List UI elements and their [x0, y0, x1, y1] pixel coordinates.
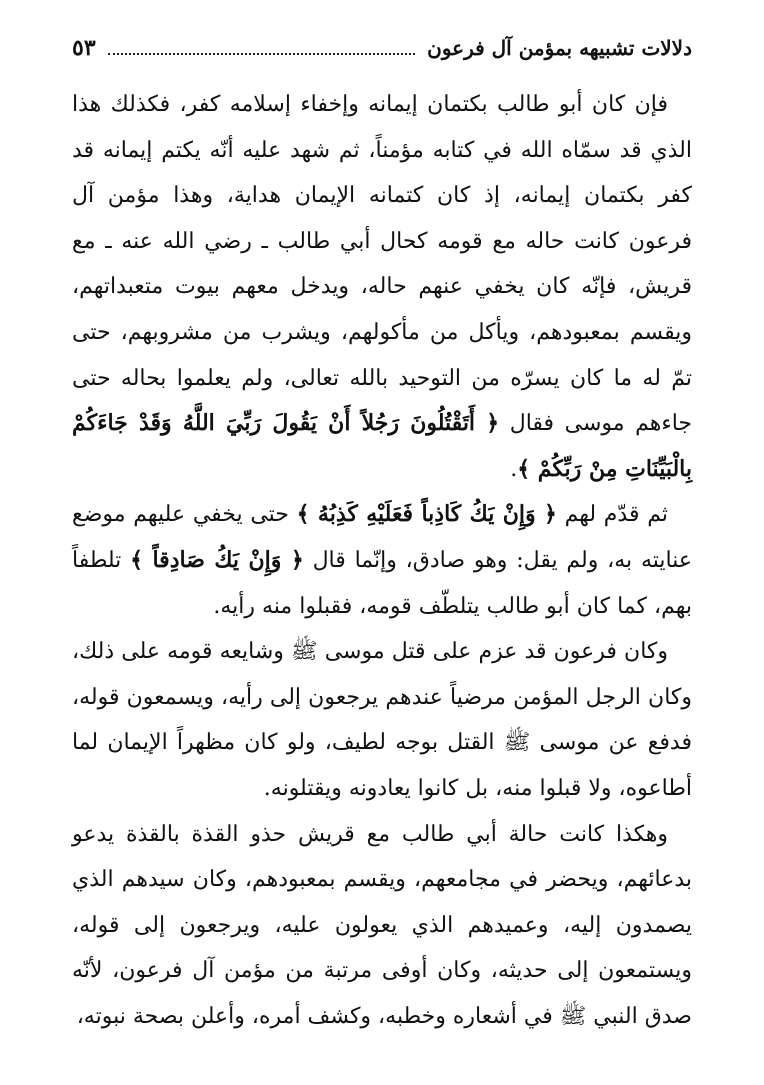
body-text	[72, 82, 692, 1039]
running-title: دلالات تشبيهه بمؤمن آل فرعون	[427, 36, 692, 60]
paragraph	[72, 629, 692, 811]
text-run: تلطفاً بهم، كما كان أبو طالب يتلطّف قومه، فقبلوا منه رأيه.	[72, 547, 692, 619]
running-header	[72, 28, 692, 68]
text-run: وهكذا كانت حالة أبي طالب مع قريش حذو القذة بالقذة يدعو بدعائهم، ويحضر في مجامعهم، ويقسم بمعبودهم، وكان سيدهم الذي يصمدون إليه، وعميدهم الذي يعولون عليه، ويرجعون إلى قوله، ويستمعون إلى حديثه، وكان أوفى مرتبة من مؤمن آل فرعون، لأنّه صدق النبي ﷺ في أشعاره وخطبه، وكشف أمره، وأعلن بصحة نبوته،	[72, 821, 692, 1029]
quran-verse: ﴿ وَإِنْ يَكُ صَادِقاً ﴾	[130, 546, 304, 573]
quran-verse: ﴿ وَإِنْ يَكُ كَاذِباً فَعَلَيْهِ كَذِبُهُ ﴾	[296, 501, 557, 528]
paragraph	[72, 812, 692, 1040]
dotted-leader	[108, 53, 416, 55]
page-number: ٥٣	[72, 35, 96, 61]
text-run: فإن كان أبو طالب بكتمان إيمانه وإخفاء إسلامه كفر، فكذلك هذا الذي قد سمّاه الله في كتابه مؤمناً، ثم شهد عليه أنّه يكتم إيمانه قد كفر بكتمان إيمانه، إذ كان كتمانه الإيمان هداية، وهذا مؤمن آل فرعون كانت حاله مع قومه كحال أبي طالب ـ رضي الله عنه ـ مع قريش، فإنّه كان يخفي عنهم حاله، ويدخل معهم بيوت متعبداتهم، ويقسم بمعبودهم، ويأكل من مأكولهم، ويشرب من مشروبهم، حتى تمّ له ما كان يسرّه من التوحيد بالله تعالى، ولم يعلموا بحاله حتى جاءهم موسى فقال	[72, 92, 692, 437]
text-run: حتى يخفي عليهم موضع عنايته به، ولم يقل: وهو صادق، وإنّما قال	[72, 502, 693, 573]
book-page	[72, 28, 692, 1065]
text-run: وكان فرعون قد عزم على قتل موسى ﷺ وشايعه قومه على ذلك، وكان الرجل المؤمن مرضياً عندهم يرجعون إلى رأيه، ويسمعون قوله، فدفع عن موسى ﷺ القتل بوجه لطيف، ولو كان مظهراً الإيمان لما أطاعوه، ولا قبلوا منه، بل كانوا يعادونه ويقتلونه.	[72, 639, 692, 801]
paragraph	[72, 492, 692, 629]
text-run: .	[510, 456, 518, 482]
quran-verse: ﴿ أَتَقْتُلُونَ رَجُلاً أَنْ يَقُولَ رَبِّيَ اللَّهُ وَقَدْ جَاءَكُمْ بِالْبَيِّنَاتِ مِنْ رَبِّكُمْ ﴾	[72, 410, 692, 482]
paragraph	[72, 82, 692, 492]
text-run: ثم قدّم لهم	[556, 502, 668, 528]
